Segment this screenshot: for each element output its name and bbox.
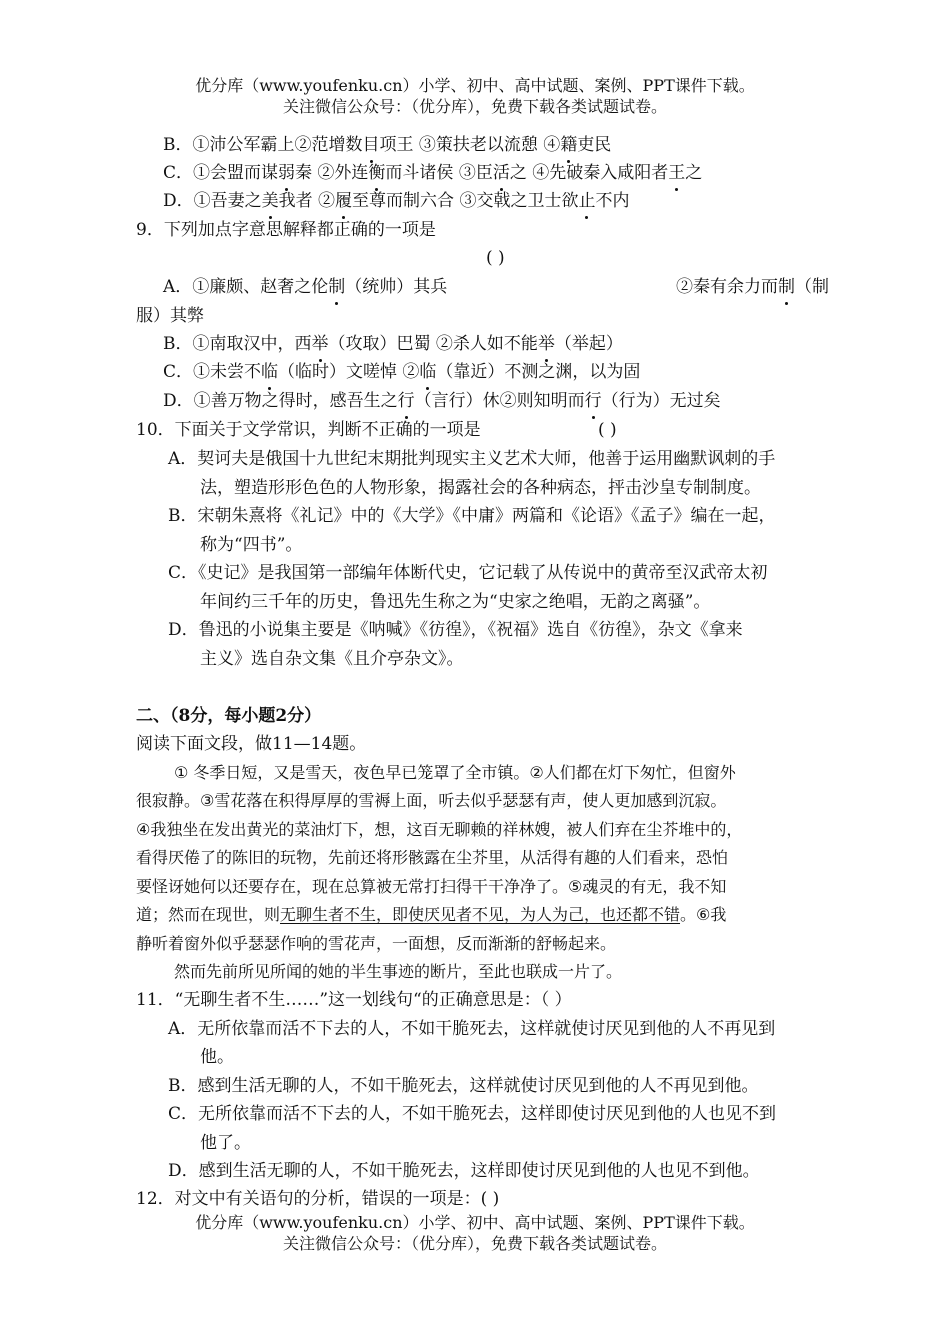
section-2-intro: 阅读下面文段，做11—14题。: [136, 734, 367, 754]
q10-option-d: D．鲁迅的小说集主要是《呐喊》《彷徨》，《祝福》选自《彷徨》，杂文《拿来: [168, 620, 743, 640]
q11-stem: 11．“无聊生者不生……”这一划线句“的正确意思是：（ ）: [136, 990, 572, 1010]
q11-option-a-cont: 他。: [200, 1047, 234, 1067]
q10-option-a-cont: 法，塑造形形色色的人物形象，揭露社会的各种病态，抨击沙皇专制制度。: [200, 478, 761, 498]
q8-option-d: D．①吾妻之美我者 ②履至尊而制六合 ③交戟之卫士欲止不内: [163, 191, 630, 211]
section-2-title: 二、（8分，每小题2分）: [136, 706, 322, 726]
q9-option-a-part2: ②秦有余力而制（制: [676, 277, 829, 297]
passage-line: 道；然而在现世，则无聊生者不生，即使厌见者不见，为人为己，也还都不错。⑥我: [136, 905, 727, 924]
q10-option-d-cont: 主义》选自杂文集《且介亭杂文》。: [200, 649, 464, 669]
q11-option-d: D．感到生活无聊的人，不如干脆死去，这样即使讨厌见到他的人也见不到他。: [168, 1161, 760, 1181]
q10-option-b-cont: 称为“四书”。: [200, 535, 303, 555]
header-line-1: 优分库（www.youfenku.cn）小学、初中、高中试题、案例、PPT课件下载。: [195, 76, 755, 95]
underlined-sentence: 无聊生者不生，即使厌见者不见，为人为己，也还都不错: [280, 905, 681, 924]
footer-line-1: 优分库（www.youfenku.cn）小学、初中、高中试题、案例、PPT课件下载。: [195, 1213, 755, 1232]
passage-line: 很寂静。③雪花落在积得厚厚的雪褥上面，听去似乎瑟瑟有声，使人更加感到沉寂。: [136, 791, 727, 810]
q11-option-b: B．感到生活无聊的人，不如干脆死去，这样就使讨厌见到他的人不再见到他。: [168, 1076, 759, 1096]
q9-answer-paren: ( ): [486, 248, 505, 268]
q11-option-c-cont: 他了。: [200, 1133, 251, 1153]
q9-option-a: A．①廉颇、赵奢之伦制（统帅）其兵: [163, 277, 448, 297]
q9-option-b: B．①南取汉中，西举（攻取）巴蜀 ②杀人如不能举（举起）: [163, 334, 623, 354]
passage-line: 看得厌倦了的陈旧的玩物，先前还将形骸露在尘芥里，从活得有趣的人们看来，恐怕: [136, 848, 729, 867]
q9-option-d: D．①善万物之得时，感吾生之行（言行）休②则知明而行（行为）无过矣: [163, 391, 721, 411]
passage-line: ① 冬季日短，又是雪天，夜色早已笼罩了全市镇。②人们都在灯下匆忙，但窗外: [174, 763, 736, 782]
q10-option-a: A．契诃夫是俄国十九世纪末期批判现实主义艺术大师，他善于运用幽默讽刺的手: [168, 449, 776, 469]
q11-option-c: C．无所依靠而活不下去的人，不如干脆死去，这样即使讨厌见到他的人也见不到: [168, 1104, 777, 1124]
q10-option-c: C．《史记》是我国第一部编年体断代史，它记载了从传说中的黄帝至汉武帝太初: [168, 563, 768, 583]
q10-option-b: B．宋朝朱熹将《礼记》中的《大学》《中庸》两篇和《论语》《孟子》编在一起，: [168, 506, 776, 526]
q9-option-a-cont: 服）其弊: [136, 306, 204, 326]
passage-line: 要怪讶她何以还要存在，现在总算被无常打扫得干干净净了。⑤魂灵的有无，我不知: [136, 877, 727, 896]
q11-option-a: A．无所依靠而活不下去的人，不如干脆死去，这样就使讨厌见到他的人不再见到: [168, 1019, 776, 1039]
q10-option-c-cont: 年间约三千年的历史，鲁迅先生称之为“史家之绝唱，无韵之离骚”。: [200, 592, 711, 612]
q8-option-b: B．①沛公军霸上②范增数目项王 ③策扶老以流憩 ④籍吏民: [163, 135, 612, 155]
passage-line: ④我独坐在发出黄光的菜油灯下，想，这百无聊赖的祥林嫂，被人们弃在尘芥堆中的，: [136, 820, 743, 839]
q10-stem: 10．下面关于文学常识，判断不正确的一项是: [136, 420, 481, 440]
q9-stem: 9．下列加点字意思解释都正确的一项是: [136, 220, 436, 240]
q12-stem: 12．对文中有关语句的分析，错误的一项是：( ): [136, 1189, 500, 1209]
q10-answer-paren: ( ): [598, 420, 617, 440]
footer-line-2: 关注微信公众号：（优分库），免费下载各类试题试卷。: [282, 1234, 667, 1253]
q9-option-c: C．①未尝不临（临时）文嗟悼 ②临（靠近）不测之渊，以为固: [163, 362, 641, 382]
page-header: [0, 75, 950, 117]
page-footer: [0, 1212, 950, 1254]
passage-line: 然而先前所见所闻的她的半生事迹的断片，至此也联成一片了。: [174, 962, 623, 981]
passage-line: 静听着窗外似乎瑟瑟作响的雪花声，一面想，反而渐渐的舒畅起来。: [136, 934, 617, 953]
header-line-2: 关注微信公众号：（优分库），免费下载各类试题试卷。: [282, 97, 667, 116]
q8-option-c: C．①会盟而谋弱秦 ②外连衡而斗诸侯 ③臣活之 ④先破秦入咸阳者王之: [163, 163, 703, 183]
